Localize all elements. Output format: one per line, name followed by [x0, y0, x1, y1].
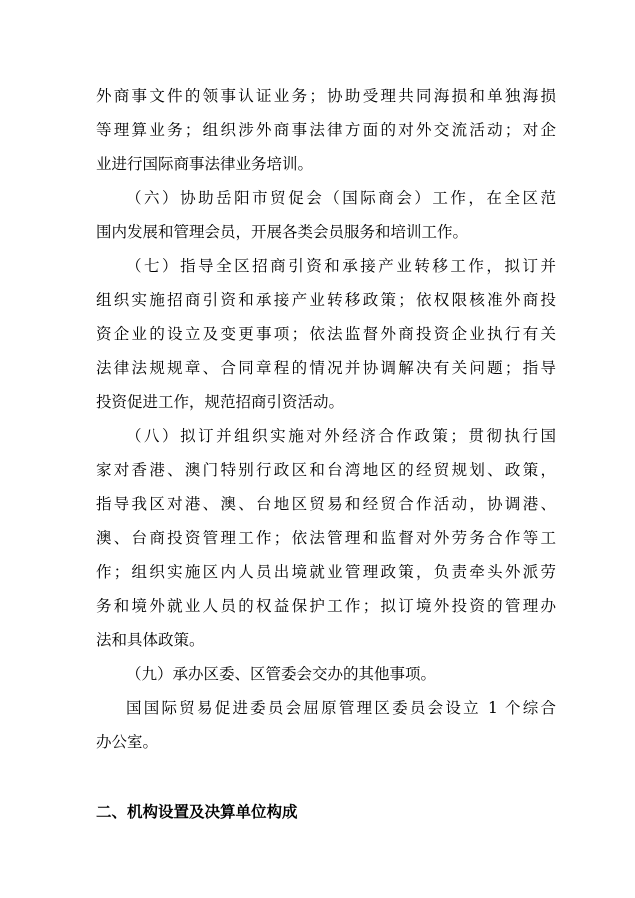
paragraph-line: 澳、台商投资管理工作；依法管理和监督对外劳务合作等工 — [96, 529, 556, 547]
paragraph-line: 指导我区对港、澳、台地区贸易和经贸合作活动，协调港、 — [96, 495, 556, 513]
paragraph-line: 务和境外就业人员的权益保护工作；拟订境外投资的管理办 — [96, 597, 556, 615]
paragraph-line: （七）指导全区招商引资和承接产业转移工作，拟订并 — [126, 257, 556, 275]
paragraph-line: （六）协助岳阳市贸促会（国际商会）工作，在全区范 — [126, 189, 556, 207]
paragraph-line: 作；组织实施区内人员出境就业管理政策，负责牵头外派劳 — [96, 563, 556, 581]
paragraph-line: 业进行国际商事法律业务培训。 — [96, 155, 314, 173]
paragraph-line: 法和具体政策。 — [96, 631, 205, 649]
paragraph-line: 家对香港、澳门特别行政区和台湾地区的经贸规划、政策， — [96, 461, 556, 479]
paragraph-line: 国国际贸易促进委员会屈原管理区委员会设立 1 个综合 — [126, 699, 556, 717]
paragraph-line: 办公室。 — [96, 733, 159, 751]
paragraph-line: （八）拟订并组织实施对外经济合作政策；贯彻执行国 — [126, 427, 556, 445]
paragraph-line: 法律法规规章、合同章程的情况并协调解决有关问题；指导 — [96, 359, 556, 377]
paragraph-line: （九）承办区委、区管委会交办的其他事项。 — [126, 665, 437, 683]
paragraph-line: 等理算业务；组织涉外商事法律方面的对外交流活动；对企 — [96, 121, 556, 139]
paragraph-line: 投资促进工作，规范招商引资活动。 — [96, 393, 345, 411]
paragraph-line: 围内发展和管理会员，开展各类会员服务和培训工作。 — [96, 223, 469, 241]
paragraph-line: 外商事文件的领事认证业务；协助受理共同海损和单独海损 — [96, 87, 556, 105]
paragraph-line: 组织实施招商引资和承接产业转移政策；依权限核准外商投 — [96, 291, 556, 309]
paragraph-line: 资企业的设立及变更事项；依法监督外商投资企业执行有关 — [96, 325, 556, 343]
section-heading: 二、机构设置及决算单位构成 — [96, 803, 298, 821]
